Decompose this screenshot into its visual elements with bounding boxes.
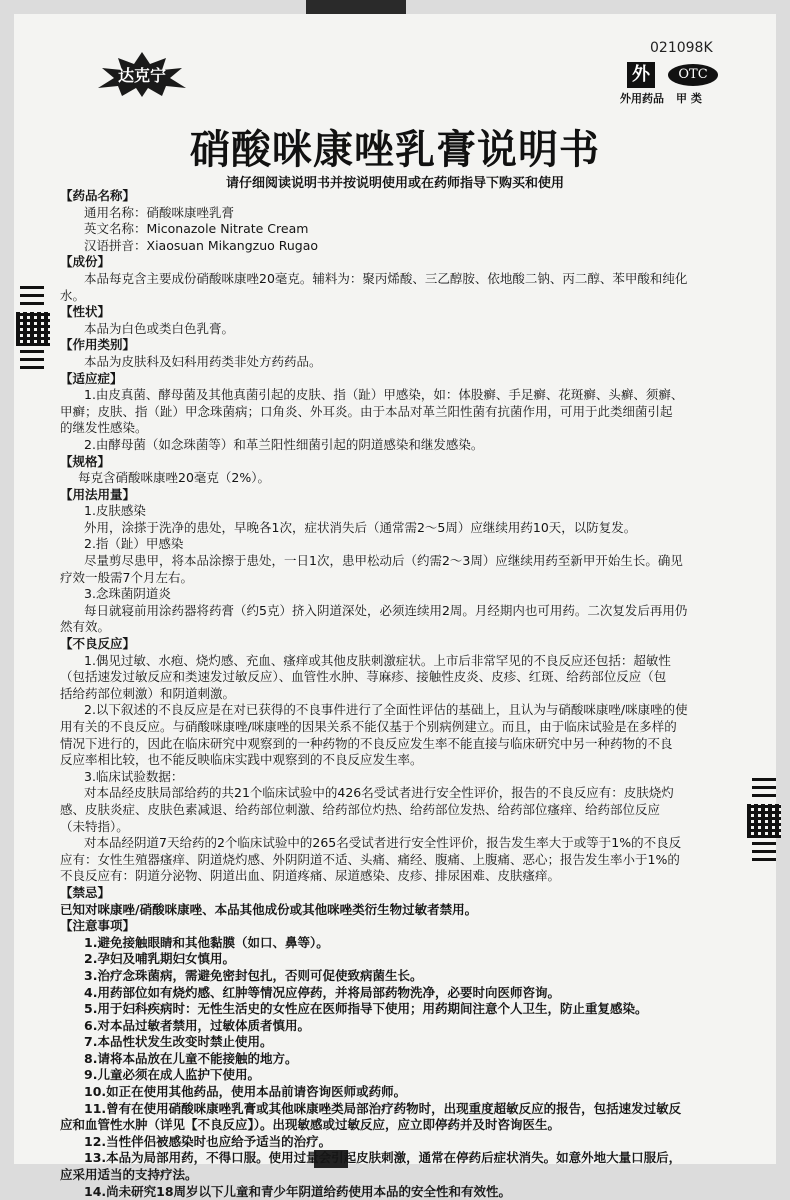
brand-logo: [82, 50, 202, 98]
body-line: 本品每克含主要成份硝酸咪康唑20毫克。辅料为：聚丙烯酸、三乙醇胺、依地酸二钠、丙二醇、苯甲酸和纯化: [84, 270, 688, 286]
section-heading: 【药品名称】: [60, 188, 136, 203]
body-line: 1.偶见过敏、水疱、烧灼感、充血、瘙痒或其他皮肤刺激症状。上市后非常罕见的不良反应还包括：超敏性: [84, 652, 671, 668]
body-line: 1.由皮真菌、酵母菌及其他真菌引起的皮肤、指（趾）甲感染，如：体股癣、手足癣、花斑癣、头癣、须癣、: [84, 387, 684, 403]
section-heading: 【规格】: [60, 453, 111, 469]
section-heading: 【注意事项】: [60, 918, 136, 934]
left-barcode-bars: [20, 286, 44, 310]
section-heading: 【适应症】: [60, 370, 123, 386]
body-line: 的继发性感染。: [60, 420, 148, 436]
body-line: 3.治疗念珠菌病，需避免密封包扎，否则可促使致病菌生长。: [84, 967, 423, 983]
body-line: 每克含硝酸咪康唑20毫克（2%）。: [78, 470, 270, 486]
body-line: 2.孕妇及哺乳期妇女慎用。: [84, 951, 235, 967]
left-qr-code: [16, 312, 50, 346]
right-barcode-bars: [752, 778, 776, 802]
body-line: 每日就寝前用涂药器将药膏（约5克）挤入阴道深处，必须连续用2周。月经期内也可用药。二次复发后再用仍: [84, 602, 688, 618]
body-line: 5.用于妇科疾病时：无性生活史的女性应在医师指导下使用；用药期间注意个人卫生，防止重复感染。: [84, 1001, 648, 1017]
body-line: 汉语拼音：Xiaosuan Mikangzuo Rugao: [84, 237, 319, 253]
body-line: 应采用适当的支持疗法。: [60, 1167, 198, 1183]
section-heading: 【性状】: [60, 304, 111, 320]
body-line: 水。: [60, 287, 86, 303]
otc-class-label: 甲 类: [676, 92, 702, 105]
section-heading: 【作用类别】: [60, 337, 136, 353]
brand-name: 达克宁: [117, 66, 167, 85]
body-line: 3.念珠菌阴道炎: [84, 586, 171, 602]
body-line: 对本品经皮肤局部给药的共21个临床试验中的426名受试者进行安全性评价，报告的不良反应有：皮肤烧灼: [84, 785, 674, 801]
body-line: 10.如正在使用其他药品，使用本品前请咨询医师或药师。: [84, 1084, 407, 1100]
body-line: 甲癣；皮肤、指（趾）甲念珠菌病；口角炎、外耳炎。由于本品对革兰阳性菌有抗菌作用，可用于此类细菌引起: [60, 403, 673, 419]
right-qr-code: [747, 804, 781, 838]
body-line: 情况下进行的，因此在临床研究中观察到的一种药物的不良反应发生率不能直接与临床研究中另一种药物的不良: [60, 735, 673, 751]
body-line: 不良反应有：阴道分泌物、阴道出血、阴道疼痛、尿道感染、皮疹、排尿困难、皮肤瘙痒。: [60, 868, 561, 884]
body-line: 14.尚未研究18周岁以下儿童和青少年阴道给药使用本品的安全性和有效性。: [84, 1183, 512, 1199]
body-line: 2.以下叙述的不良反应是在对已获得的不良事件进行了全面性评估的基础上，且认为与硝酸咪康唑/咪康唑的使: [84, 702, 688, 718]
leaflet-body: [60, 188, 730, 1200]
document-subtitle: 请仔细阅读说明书并按说明使用或在药师指导下购买和使用: [225, 176, 564, 191]
body-line: 感、皮肤炎症、皮肤色素减退、给药部位刺激、给药部位灼热、给药部位发热、给药部位瘙痒、给药部位反应: [60, 801, 661, 817]
external-use-badge: 外: [627, 62, 655, 88]
body-line: 本品为白色或类白色乳膏。: [84, 320, 235, 336]
body-line: 用有关的不良反应。与硝酸咪康唑/咪康唑的因果关系不能仅基于个别病例建立。而且，由于临床试验是在多样的: [60, 719, 677, 734]
body-line: 6.对本品过敏者禁用，过敏体质者慎用。: [84, 1017, 310, 1033]
section-heading: 【不良反应】: [60, 636, 136, 652]
document-title: 硝酸咪康唑乳膏说明书: [190, 127, 600, 173]
otc-badge: OTC: [668, 64, 718, 86]
body-line: 1.皮肤感染: [84, 503, 146, 519]
body-line: 已知对咪康唑/硝酸咪康唑、本品其他成份或其他咪唑类衍生物过敏者禁用。: [60, 901, 478, 917]
body-line: 外用，涂搽于洗净的患处，早晚各1次，症状消失后（通常需2～5周）应继续用药10天，以防复发。: [84, 519, 637, 535]
body-line: 尽量剪尽患甲，将本品涂擦于患处，一日1次，患甲松动后（约需2～3周）应继续用药至新甲开始生长。确见: [84, 553, 683, 569]
body-line: 英文名称：Miconazole Nitrate Cream: [84, 221, 309, 237]
section-heading: 【禁忌】: [60, 884, 111, 900]
body-line: 2.由酵母菌（如念珠菌等）和革兰阳性细菌引起的阴道感染和继发感染。: [84, 436, 484, 452]
body-line: 1.避免接触眼睛和其他黏膜（如口、鼻等）。: [84, 934, 329, 950]
body-line: （包括速发过敏反应和类速发过敏反应）、血管性水肿、荨麻疹、接触性皮炎、皮疹、红斑、给药部位反应（包: [60, 669, 667, 685]
left-barcode-bars-lower: [20, 350, 44, 374]
body-line: 疗效一般需7个月左右。: [60, 569, 193, 585]
body-line: 括给药部位刺激）和阴道刺激。: [60, 685, 236, 701]
body-line: 4.用药部位如有烧灼感、红肿等情况应停药，并将局部药物洗净，必要时向医师咨询。: [84, 984, 560, 1000]
product-code: 021098K: [650, 40, 713, 56]
right-barcode-bars-lower: [752, 842, 776, 866]
body-line: 7.本品性状发生改变时禁止使用。: [84, 1034, 273, 1050]
body-line: 通用名称：硝酸咪康唑乳膏: [84, 204, 235, 220]
body-line: 8.请将本品放在儿童不能接触的地方。: [84, 1050, 298, 1066]
body-line: （未特指）。: [60, 818, 129, 834]
body-line: 然有效。: [60, 619, 111, 635]
body-line: 应和血管性水肿（详见【不良反应】）。出现敏感或过敏反应，应立即停药并及时咨询医生。: [60, 1117, 561, 1133]
top-tab-mark: [306, 0, 406, 14]
section-heading: 【成份】: [60, 254, 111, 270]
body-line: 对本品经阴道7天给药的2个临床试验中的265名受试者进行安全性评价，报告发生率大于或等于1%的不良反: [84, 835, 682, 851]
body-line: 应有：女性生殖器瘙痒、阴道烧灼感、外阴阴道不适、头痛、痛经、腹痛、上腹痛、恶心；报告发生率小于1%的: [60, 851, 680, 867]
body-line: 反应率相比较，也不能反映临床实践中观察到的不良反应发生率。: [60, 752, 423, 768]
body-line: 本品为皮肤科及妇科用药类非处方药药品。: [84, 353, 322, 369]
body-line: 3.临床试验数据：: [84, 768, 184, 784]
body-line: 11.曾有在使用硝酸咪康唑乳膏或其他咪康唑类局部治疗药物时，出现重度超敏反应的报告，包括速发过敏反: [84, 1100, 682, 1116]
body-line: 9.儿童必须在成人监护下使用。: [84, 1067, 260, 1083]
body-line: 12.当性伴侣被感染时也应给予适当的治疗。: [84, 1133, 332, 1149]
external-use-label: 外用药品: [620, 92, 664, 105]
body-line: 13.本品为局部用药，不得口服。使用过量会引起皮肤刺激，通常在停药后症状消失。如意外地大量口服后，: [84, 1150, 682, 1166]
section-heading: 【用法用量】: [60, 486, 136, 502]
body-line: 2.指（趾）甲感染: [84, 536, 184, 552]
